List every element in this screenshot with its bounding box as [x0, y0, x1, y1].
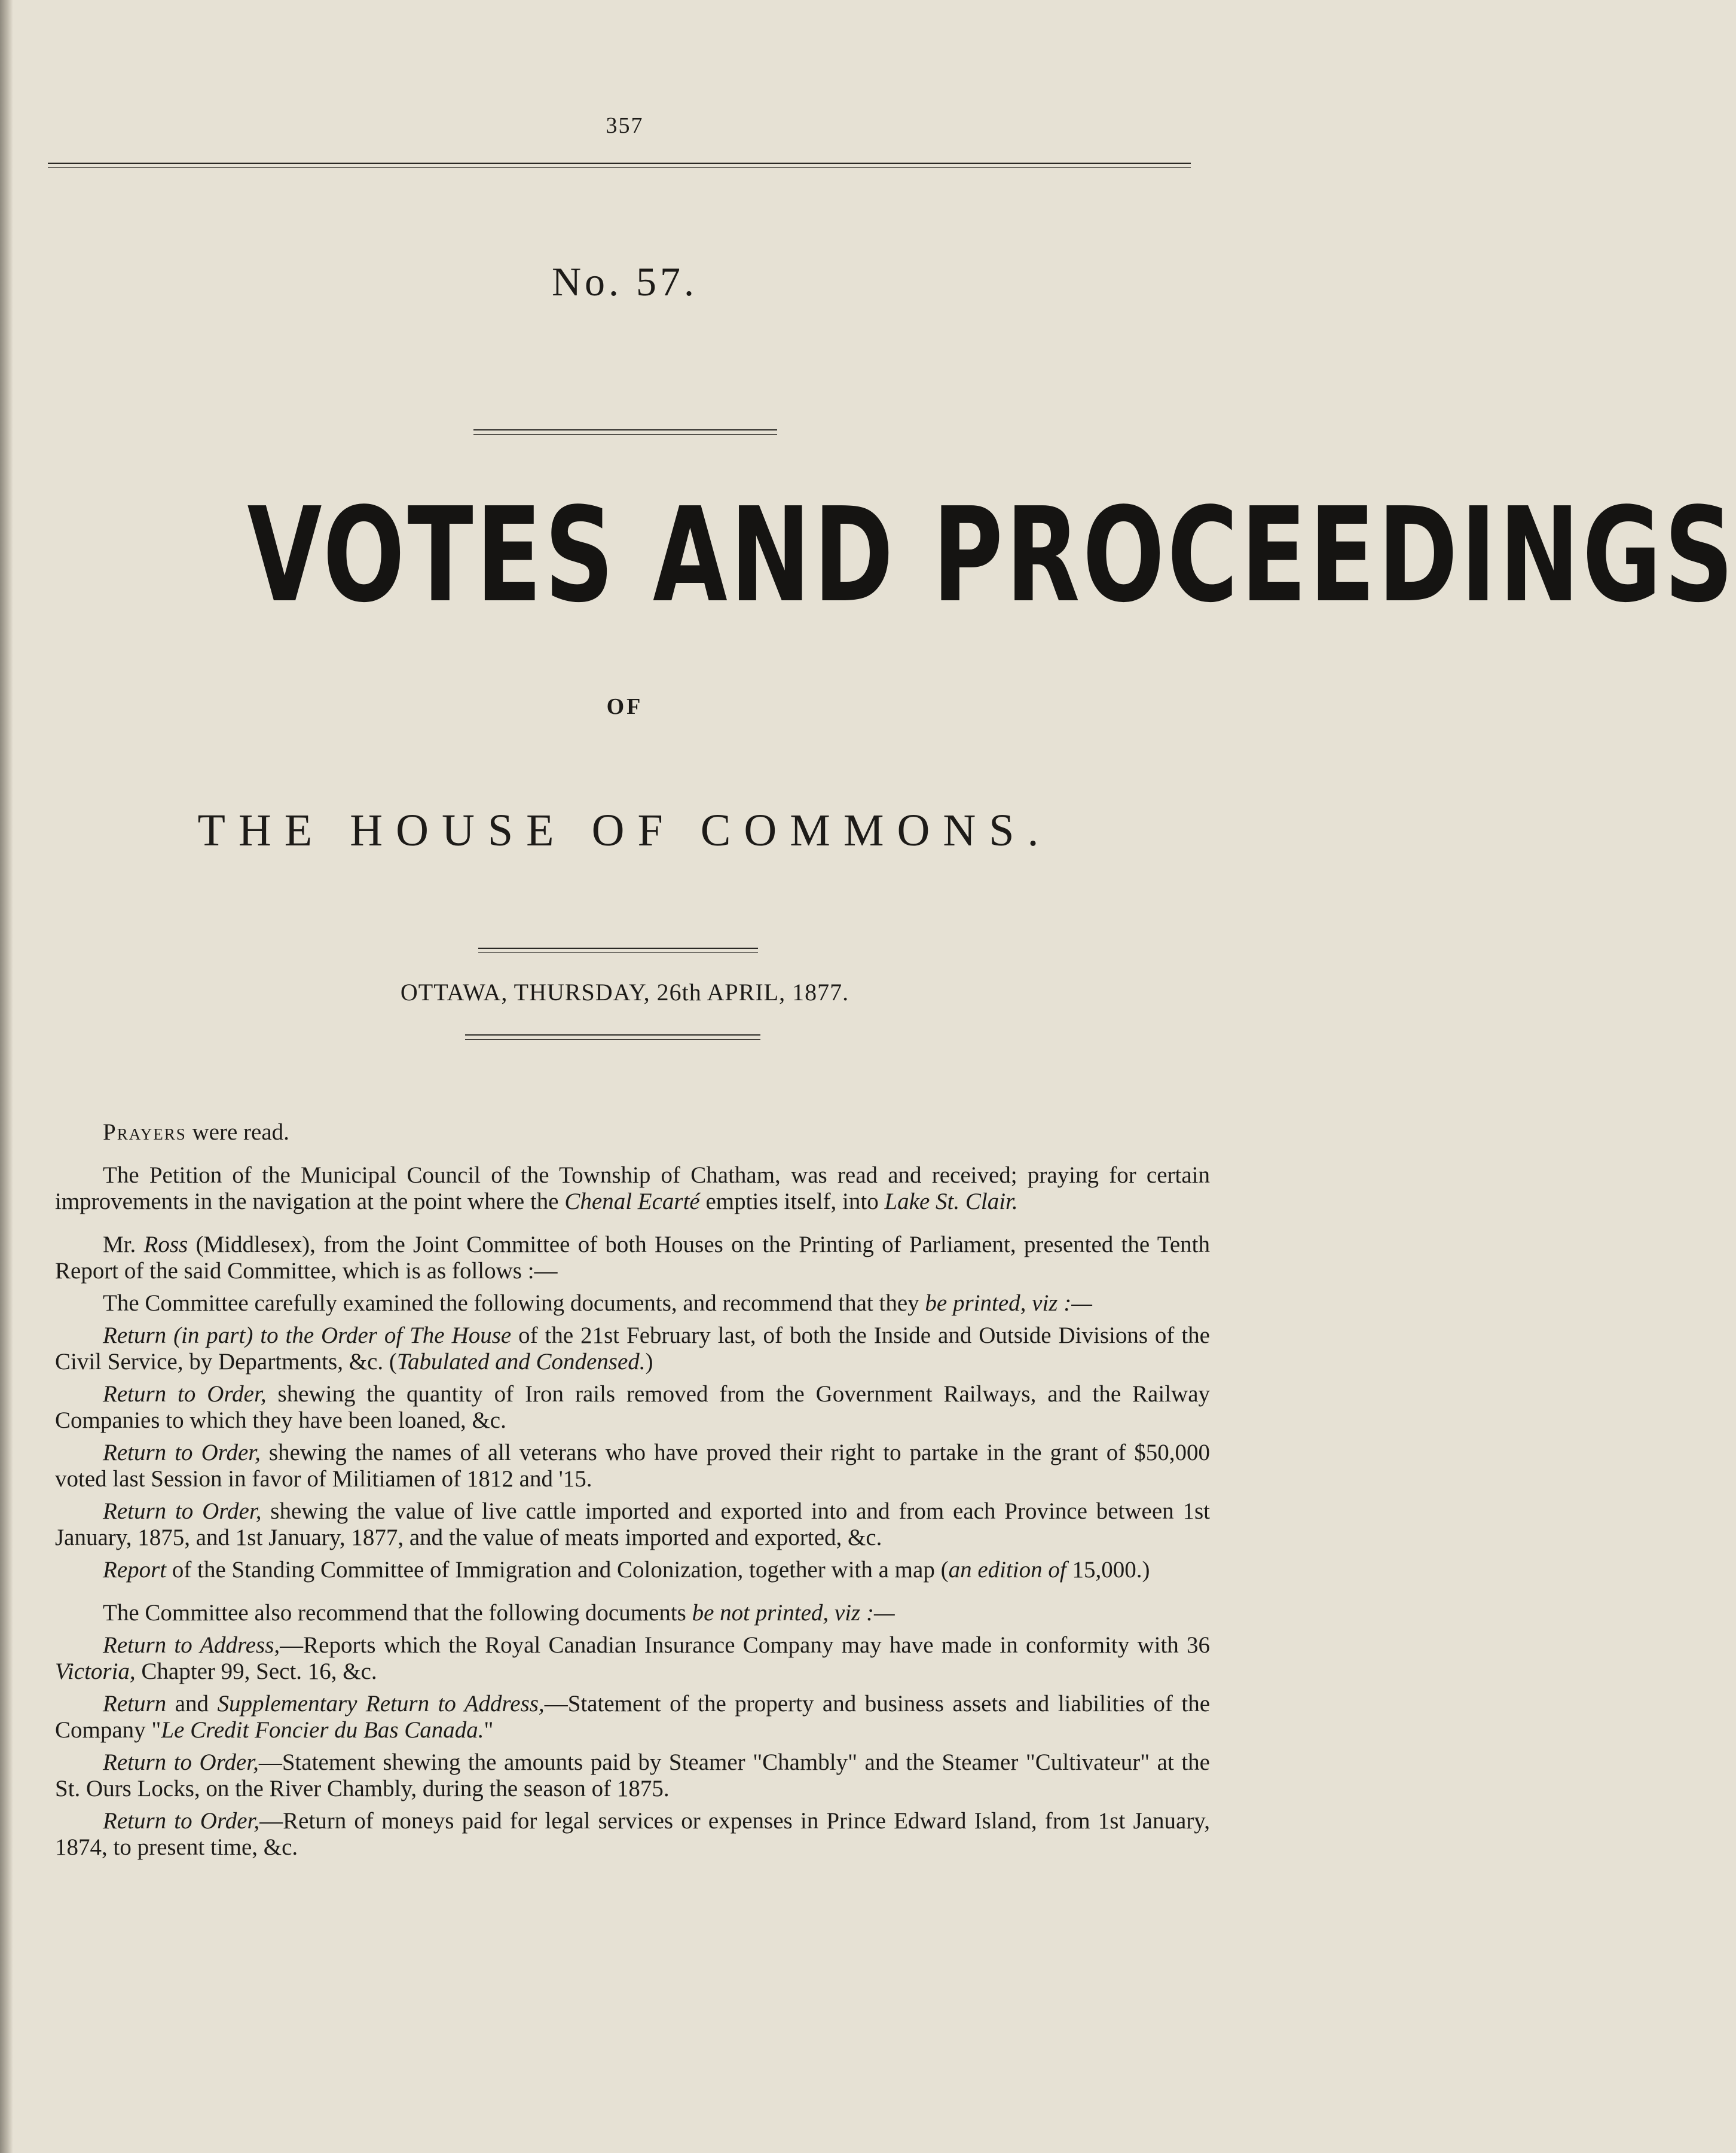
item-heading-2: Supplementary Return to Address, — [217, 1691, 545, 1717]
list-item — [55, 1808, 1210, 1861]
report-prefix: Mr. — [103, 1232, 144, 1257]
item-heading: Return to Order, — [103, 1808, 260, 1834]
list-item — [55, 1557, 1210, 1583]
prayers-label: Prayers — [103, 1119, 187, 1145]
paragraph-petition — [55, 1162, 1210, 1215]
item-text: —Statement shewing the amounts paid by Steamer "Chambly" and the Steamer "Cultivateur" at the St. Ours Locks, on the River Chambly, during the season of 1875. — [55, 1749, 1210, 1801]
item-heading: Return to Order, — [103, 1498, 262, 1524]
item-text: shewing the names of all veterans who have proved their right to partake in the grant of $50,000 voted last Session in favor of Militiamen of 1812 and '15. — [55, 1440, 1211, 1492]
item-close: ) — [645, 1349, 653, 1375]
item-note: Victoria, — [55, 1659, 136, 1684]
member-name: Ross — [143, 1232, 188, 1257]
prayers-text: were read. — [186, 1119, 289, 1145]
book-spine-edge — [0, 0, 13, 2153]
petition-place: Chenal Ecarté — [564, 1189, 700, 1214]
document-title: VOTES AND PROCEEDINGS — [247, 480, 1736, 631]
item-close: 15,000.) — [1066, 1557, 1150, 1583]
list-item — [55, 1498, 1210, 1551]
item-text: —Reports which the Royal Canadian Insurance Company may have made in conformity with 36 — [280, 1632, 1211, 1658]
item-heading: Return (in part) to the Order of The House — [103, 1323, 512, 1348]
item-heading: Return to Address, — [103, 1632, 280, 1658]
list-item — [55, 1323, 1210, 1375]
item-note: an edition of — [948, 1557, 1066, 1583]
list-item — [55, 1440, 1210, 1492]
petition-text-2: empties itself, into — [699, 1189, 885, 1214]
paragraph-prayers — [55, 1119, 1210, 1146]
committee-text: The Committee carefully examined the following documents, and recommend that they — [103, 1290, 925, 1316]
page-number: 357 — [606, 113, 644, 138]
petition-lake: Lake St. Clair. — [884, 1189, 1018, 1214]
item-heading: Return — [103, 1691, 167, 1717]
item-heading: Return to Order, — [103, 1440, 261, 1465]
item-note: Tabulated and Condensed. — [396, 1349, 646, 1375]
issue-number: No. 57. — [551, 259, 698, 304]
paragraph-committee-not-printed — [55, 1600, 1210, 1626]
paragraph-report — [55, 1232, 1210, 1284]
committee-emphasis: be printed, viz :— — [925, 1290, 1092, 1316]
item-heading: Return to Order, — [103, 1381, 267, 1407]
item-heading: Report — [103, 1557, 167, 1583]
report-text: (Middlesex), from the Joint Committee of both Houses on the Printing of Parliament, presented the Tenth Report of the said Committee, which is as follows :— — [55, 1232, 1210, 1284]
item-heading: Return to Order, — [103, 1749, 259, 1775]
item-text: shewing the value of live cattle imported and exported into and from each Province between 1st January, 1875, and 1st January, 1877, and the value of meats imported and exported, &c. — [55, 1498, 1210, 1550]
item-text-2: —Statement of the property and business assets and liabilities of the Company " — [55, 1691, 1211, 1743]
item-note: Le Credit Foncier du Bas Canada. — [161, 1717, 484, 1743]
house-title: THE HOUSE OF COMMONS. — [197, 805, 1052, 856]
item-close: " — [484, 1717, 494, 1743]
proceedings-body — [55, 1119, 1210, 1867]
committee-emphasis: be not printed, viz :— — [692, 1600, 895, 1626]
list-item — [55, 1749, 1210, 1802]
item-close: Chapter 99, Sect. 16, &c. — [135, 1659, 377, 1684]
item-text: —Return of moneys paid for legal services or expenses in Prince Edward Island, from 1st January, 1874, to present time, &c. — [55, 1808, 1210, 1860]
dateline: OTTAWA, THURSDAY, 26th APRIL, 1877. — [400, 979, 849, 1006]
item-text: shewing the quantity of Iron rails removed from the Government Railways, and the Railway Companies to which they have been loaned, &c. — [55, 1381, 1211, 1433]
title-connector: OF — [606, 694, 643, 719]
list-item — [55, 1691, 1210, 1743]
item-text: of the 21st February last, of both the Inside and Outside Divisions of the Civil Service, by Departments, &c. ( — [55, 1323, 1210, 1375]
item-text: of the Standing Committee of Immigration and Colonization, together with a map ( — [166, 1557, 949, 1583]
list-item — [55, 1632, 1210, 1685]
paragraph-committee-printed — [55, 1290, 1210, 1317]
petition-text: The Petition of the Municipal Council of the Township of Chatham, was read and received; praying for certain improvements in the navigation at the point where the — [55, 1162, 1210, 1214]
list-item — [55, 1381, 1210, 1434]
item-text: and — [166, 1691, 218, 1717]
committee-text: The Committee also recommend that the following documents — [103, 1600, 692, 1626]
